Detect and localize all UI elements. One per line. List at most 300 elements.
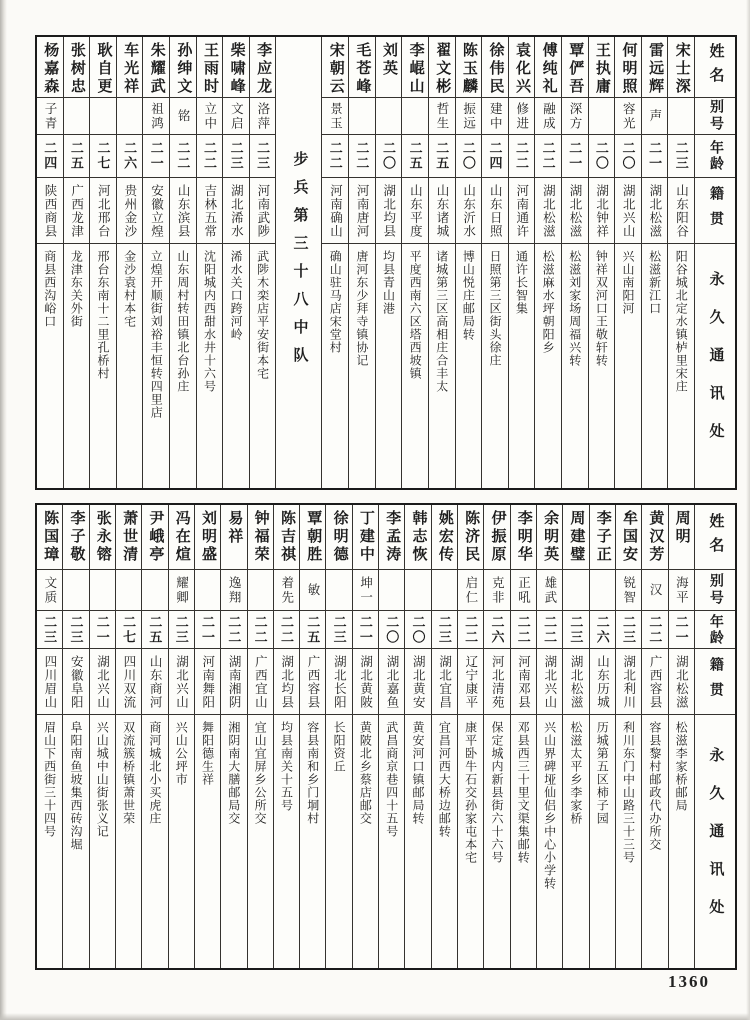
age-cell	[170, 135, 196, 178]
native-place-cell-text: 湖北嘉鱼	[384, 654, 399, 709]
header-alias-text: 别号	[708, 99, 724, 133]
age-cell-text: 二三	[255, 141, 271, 171]
native-place-cell-text: 河北邢台	[96, 183, 111, 238]
address-cell	[432, 715, 457, 968]
alias-cell-text: 汉	[648, 582, 663, 598]
person-column	[379, 505, 405, 968]
address-cell-text: 钟祥双河口王敬轩转	[594, 250, 609, 367]
native-place-cell-text: 湖北松滋	[541, 183, 556, 238]
native-place-cell	[322, 178, 348, 244]
name-cell	[326, 505, 351, 570]
age-cell-text: 二二	[647, 614, 663, 645]
age-cell-text: 二二	[226, 614, 242, 645]
native-place-cell	[223, 178, 249, 244]
alias-cell-text: 着先	[279, 575, 294, 605]
native-place-cell	[353, 649, 378, 715]
name-cell-text: 周建璧	[568, 510, 585, 564]
address-cell	[535, 244, 561, 488]
name-cell	[562, 37, 588, 98]
person-column	[90, 37, 117, 488]
name-cell	[169, 505, 194, 570]
alias-cell	[250, 98, 276, 135]
alias-cell	[116, 570, 141, 611]
native-place-cell-text: 湖南湘阴	[227, 654, 242, 709]
age-cell	[616, 611, 641, 649]
address-cell-text: 舞阳德生祥	[200, 721, 215, 786]
alias-cell	[405, 570, 430, 611]
alias-cell-text: 子青	[43, 101, 58, 131]
native-place-cell-text: 湖北钟祥	[594, 183, 609, 238]
native-place-cell	[221, 649, 246, 715]
alias-cell	[668, 98, 694, 135]
alias-cell	[482, 98, 508, 135]
person-column	[37, 37, 64, 488]
alias-cell	[642, 570, 667, 611]
alias-cell	[64, 98, 90, 135]
age-cell-text: 二一	[148, 141, 164, 171]
name-cell-text: 刘明盛	[200, 510, 217, 564]
age-cell-text: 二四	[487, 141, 503, 171]
person-column	[195, 505, 221, 968]
native-place-cell	[432, 649, 457, 715]
person-column	[405, 505, 431, 968]
age-cell	[223, 135, 249, 178]
alias-cell-text: 文启	[229, 101, 244, 131]
native-place-cell	[458, 649, 483, 715]
address-cell	[429, 244, 455, 488]
alias-cell	[376, 98, 402, 135]
age-cell-text: 二〇	[410, 614, 426, 645]
native-place-cell	[563, 649, 588, 715]
alias-cell	[90, 98, 116, 135]
alias-cell	[535, 98, 561, 135]
age-cell	[590, 611, 615, 649]
name-cell	[379, 505, 404, 570]
name-cell-text: 余明英	[542, 510, 559, 564]
age-cell	[274, 611, 299, 649]
name-cell	[117, 37, 143, 98]
person-column	[535, 37, 562, 488]
address-cell	[197, 244, 223, 488]
age-cell	[484, 611, 509, 649]
age-cell-text: 二二	[175, 141, 191, 171]
native-place-cell	[169, 649, 194, 715]
name-cell	[535, 37, 561, 98]
person-column	[615, 37, 642, 488]
person-column	[511, 505, 537, 968]
header-name-text: 姓名	[707, 513, 724, 561]
name-cell-text: 何明照	[620, 42, 637, 96]
age-cell	[562, 135, 588, 178]
address-cell-text: 宜山宜屏乡公所交	[253, 721, 268, 825]
name-cell-text: 李子正	[594, 510, 611, 564]
name-cell	[64, 37, 90, 98]
person-column	[300, 505, 326, 968]
scan-edge-artifact	[0, 0, 7, 1020]
age-cell-text: 二四	[42, 141, 58, 171]
age-cell	[376, 135, 402, 178]
address-cell-text: 商河城北小买虎庄	[147, 721, 162, 825]
native-place-cell-text: 陕西商县	[43, 183, 58, 238]
address-cell-text: 长阳资丘	[332, 721, 347, 773]
roster-table-top	[35, 35, 737, 490]
age-cell-text: 二三	[621, 614, 637, 645]
name-cell	[143, 37, 169, 98]
address-cell	[117, 244, 143, 488]
address-cell	[616, 715, 641, 968]
alias-cell	[248, 570, 273, 611]
alias-cell-text: 文质	[42, 575, 57, 605]
name-cell-text: 陈国璋	[42, 510, 59, 564]
person-column	[642, 505, 668, 968]
name-cell	[642, 37, 668, 98]
address-cell-text: 均县青山港	[381, 250, 396, 315]
name-cell	[116, 505, 141, 570]
alias-cell	[117, 98, 143, 135]
native-place-cell-text: 河北清苑	[490, 654, 505, 709]
age-cell-text: 二二	[278, 614, 294, 645]
header-column	[695, 37, 735, 488]
address-cell-text: 平度西南六区塔西坡镇	[408, 250, 423, 380]
unit-title: 步兵第三十八中队	[291, 150, 308, 375]
alias-cell-text: 景玉	[328, 101, 343, 131]
address-cell	[563, 715, 588, 968]
alias-cell	[274, 570, 299, 611]
age-cell	[37, 135, 63, 178]
native-place-cell	[142, 649, 167, 715]
age-cell-text: 二一	[94, 614, 110, 645]
name-cell-text: 王执庸	[593, 42, 610, 96]
native-place-cell	[376, 178, 402, 244]
alias-cell	[349, 98, 375, 135]
native-place-cell	[116, 649, 141, 715]
native-place-cell-text: 贵州金沙	[122, 183, 137, 238]
age-cell	[90, 135, 116, 178]
age-cell-text: 二三	[331, 614, 347, 645]
age-cell	[197, 135, 223, 178]
alias-cell	[590, 570, 615, 611]
address-cell-text: 松滋太平乡李家桥	[568, 721, 583, 825]
person-column	[562, 37, 589, 488]
name-cell-text: 朱耀武	[148, 42, 165, 96]
alias-cell	[563, 570, 588, 611]
alias-cell	[456, 98, 482, 135]
native-place-cell	[250, 178, 276, 244]
age-cell-text: 二一	[567, 141, 583, 171]
age-cell	[379, 611, 404, 649]
native-place-cell-text: 四川双流	[121, 654, 136, 709]
age-cell	[37, 611, 62, 649]
native-place-cell	[482, 178, 508, 244]
native-place-cell-text: 山东诸城	[434, 183, 449, 238]
person-column	[482, 37, 509, 488]
person-column	[509, 37, 536, 488]
age-cell	[509, 135, 535, 178]
name-cell-text: 柴啸峰	[228, 42, 245, 96]
alias-cell-text: 建中	[488, 101, 503, 131]
alias-cell-text: 深方	[568, 101, 583, 131]
name-cell-text: 王雨时	[201, 42, 218, 96]
person-column	[642, 37, 669, 488]
alias-cell	[63, 570, 88, 611]
person-column	[349, 37, 376, 488]
native-place-cell	[37, 649, 62, 715]
name-cell-text: 李崐山	[407, 42, 424, 96]
name-cell-text: 傅纯礼	[540, 42, 557, 96]
address-cell-text: 兴山城中山街张义记	[95, 721, 110, 838]
alias-cell	[509, 98, 535, 135]
native-place-cell-text: 广西宜山	[253, 654, 268, 709]
native-place-cell	[248, 649, 273, 715]
name-cell-text: 尹峨亭	[147, 510, 164, 564]
alias-cell-text: 克非	[490, 575, 505, 605]
alias-cell	[589, 98, 615, 135]
address-cell-text: 通许长智集	[514, 250, 529, 315]
alias-cell	[616, 570, 641, 611]
address-cell-text: 康平卧牛石交孙家屯本宅	[463, 721, 478, 864]
name-cell	[509, 37, 535, 98]
native-place-cell-text: 四川眉山	[42, 654, 57, 709]
person-column	[668, 37, 695, 488]
name-cell	[563, 505, 588, 570]
native-place-cell-text: 河南唐河	[355, 183, 370, 238]
age-cell-text: 二五	[68, 141, 84, 171]
address-cell	[37, 244, 63, 488]
age-cell	[117, 135, 143, 178]
native-place-cell-text: 湖北利川	[621, 654, 636, 709]
native-place-cell-text: 山东滨县	[176, 183, 191, 238]
name-cell-text: 杨嘉森	[42, 42, 59, 96]
age-cell-text: 二三	[436, 614, 452, 645]
native-place-cell	[589, 178, 615, 244]
age-cell	[563, 611, 588, 649]
name-cell-text: 黄汉芳	[647, 510, 664, 564]
address-cell-text: 容县黎村邮政代办所交	[647, 721, 662, 851]
native-place-cell-text: 湖北兴山	[95, 654, 110, 709]
native-place-cell	[405, 649, 430, 715]
age-cell	[668, 135, 694, 178]
address-cell-text: 保定城内新县街六十六号	[489, 721, 504, 864]
address-cell-text: 商县西沟峪口	[42, 250, 57, 328]
name-cell	[402, 37, 428, 98]
native-place-cell-text: 山东阳谷	[674, 183, 689, 238]
person-column	[563, 505, 589, 968]
alias-cell	[669, 570, 694, 611]
age-cell-text: 二三	[173, 614, 189, 645]
address-cell	[589, 244, 615, 488]
address-cell	[248, 715, 273, 968]
address-cell	[250, 244, 276, 488]
native-place-cell	[170, 178, 196, 244]
age-cell-text: 二六	[594, 614, 610, 645]
age-cell	[535, 135, 561, 178]
native-place-cell-text: 湖北松滋	[569, 654, 584, 709]
address-cell	[349, 244, 375, 488]
address-cell-text: 日照第三区街头徐庄	[487, 250, 502, 367]
alias-cell	[353, 570, 378, 611]
age-cell	[64, 135, 90, 178]
header-age-text: 年龄	[707, 613, 723, 646]
name-cell-text: 姚宏传	[436, 510, 453, 564]
address-cell	[456, 244, 482, 488]
alias-cell-text: 正吼	[516, 575, 531, 605]
age-cell	[349, 135, 375, 178]
address-cell-text: 宜昌河西大桥边邮转	[437, 721, 452, 838]
name-cell	[669, 505, 694, 570]
native-place-cell	[669, 649, 694, 715]
name-cell-text: 李子敬	[68, 510, 85, 564]
age-cell-text: 二五	[407, 141, 423, 171]
person-column	[402, 37, 429, 488]
person-column	[64, 37, 91, 488]
name-cell	[589, 37, 615, 98]
native-place-cell	[274, 649, 299, 715]
native-place-cell	[195, 649, 220, 715]
page-number: 1360	[668, 972, 710, 991]
name-cell-text: 袁化兴	[514, 42, 531, 96]
native-place-cell-text: 河南舞阳	[200, 654, 215, 709]
age-cell-text: 二三	[673, 141, 689, 171]
address-cell-text: 利川东门中山路三十三号	[621, 721, 636, 864]
native-place-cell-text: 安徽阜阳	[69, 654, 84, 709]
header-alias	[695, 98, 735, 135]
name-cell-text: 李应龙	[255, 42, 272, 96]
address-cell-text: 眉山下西街三十四号	[42, 721, 57, 838]
address-cell	[169, 715, 194, 968]
address-cell-text: 松滋刘家场周福兴转	[567, 250, 582, 367]
alias-cell	[90, 570, 115, 611]
native-place-cell	[537, 649, 562, 715]
native-place-cell-text: 湖北均县	[279, 654, 294, 709]
header-native-text: 籍贯	[708, 185, 724, 236]
name-cell	[458, 505, 483, 570]
age-cell	[250, 135, 276, 178]
alias-cell	[429, 98, 455, 135]
age-cell-text: 二一	[647, 141, 663, 171]
alias-cell	[326, 570, 351, 611]
person-column	[143, 37, 170, 488]
address-cell	[170, 244, 196, 488]
age-cell	[322, 135, 348, 178]
name-cell	[482, 37, 508, 98]
header-address-text: 永久通讯处	[707, 746, 724, 937]
native-place-cell-text: 吉林五常	[202, 183, 217, 238]
age-cell-text: 二二	[327, 141, 343, 171]
native-place-cell	[90, 178, 116, 244]
age-cell-text: 二〇	[381, 141, 396, 171]
name-cell	[90, 37, 116, 98]
person-column	[37, 505, 63, 968]
name-cell-text: 刘英	[381, 42, 397, 78]
alias-cell	[300, 570, 325, 611]
name-cell	[432, 505, 457, 570]
age-cell	[326, 611, 351, 649]
name-cell	[223, 37, 249, 98]
native-place-cell	[616, 649, 641, 715]
address-cell	[90, 715, 115, 968]
native-place-cell-text: 湖北长阳	[332, 654, 347, 709]
name-cell-text: 耿自更	[95, 42, 112, 96]
alias-cell	[642, 98, 668, 135]
name-cell	[642, 505, 667, 570]
name-cell-text: 陈吉祺	[278, 510, 295, 564]
address-cell	[195, 715, 220, 968]
person-column	[274, 505, 300, 968]
address-cell	[221, 715, 246, 968]
alias-cell	[170, 98, 196, 135]
native-place-cell	[143, 178, 169, 244]
address-cell-text: 龙津东关外街	[69, 250, 84, 328]
alias-cell-text: 锐智	[621, 575, 636, 605]
address-cell	[63, 715, 88, 968]
native-place-cell-text: 湖北均县	[381, 183, 396, 238]
native-place-cell	[90, 649, 115, 715]
alias-cell-text: 立中	[202, 101, 217, 131]
name-cell-text: 车光祥	[122, 42, 139, 96]
native-place-cell-text: 河南通许	[514, 183, 529, 238]
native-place-cell	[326, 649, 351, 715]
native-place-cell-text: 安徽立煌	[149, 183, 164, 238]
native-place-cell-text: 湖北兴山	[542, 654, 557, 709]
person-column	[63, 505, 89, 968]
age-cell	[142, 611, 167, 649]
alias-cell-text: 哲生	[434, 101, 449, 131]
alias-cell	[615, 98, 641, 135]
age-cell	[456, 135, 482, 178]
name-cell-text: 冯在煊	[173, 510, 190, 564]
name-cell	[37, 505, 62, 570]
age-cell	[429, 135, 455, 178]
name-cell	[376, 37, 402, 98]
person-column	[117, 37, 144, 488]
name-cell-text: 韩志恢	[410, 510, 427, 564]
alias-cell	[197, 98, 223, 135]
native-place-cell	[300, 649, 325, 715]
native-place-cell	[590, 649, 615, 715]
address-cell	[223, 244, 249, 488]
age-cell	[642, 611, 667, 649]
age-cell	[353, 611, 378, 649]
person-column	[484, 505, 510, 968]
name-cell-text: 牟国安	[621, 510, 638, 564]
person-column	[537, 505, 563, 968]
native-place-cell	[429, 178, 455, 244]
alias-cell	[169, 570, 194, 611]
age-cell	[116, 611, 141, 649]
age-cell-text: 二〇	[620, 141, 636, 171]
address-cell-text: 兴山界碑垭仙侣乡中心小学转	[542, 721, 557, 890]
native-place-cell-text: 湖北黄陂	[358, 654, 373, 709]
name-cell-text: 毛苍峰	[354, 42, 371, 96]
native-place-cell	[642, 649, 667, 715]
name-cell-text: 周明	[673, 510, 690, 546]
address-cell-text: 沈阳城内西甜水井十六号	[202, 250, 217, 393]
alias-cell-text: 洛萍	[255, 101, 270, 131]
address-cell-text: 确山驻马店宋堂村	[328, 250, 343, 354]
native-place-cell-text: 河南武陟	[255, 183, 270, 238]
alias-cell	[221, 570, 246, 611]
scan-edge-artifact	[0, 1013, 750, 1020]
header-native	[695, 178, 735, 244]
address-cell	[484, 715, 509, 968]
name-cell	[63, 505, 88, 570]
alias-cell	[143, 98, 169, 135]
address-cell-text: 湘阴南大膳邮局交	[226, 721, 241, 825]
name-cell-text: 覃俨吾	[567, 42, 584, 96]
native-place-cell-text: 湖北兴山	[621, 183, 636, 238]
address-cell	[300, 715, 325, 968]
person-column	[353, 505, 379, 968]
